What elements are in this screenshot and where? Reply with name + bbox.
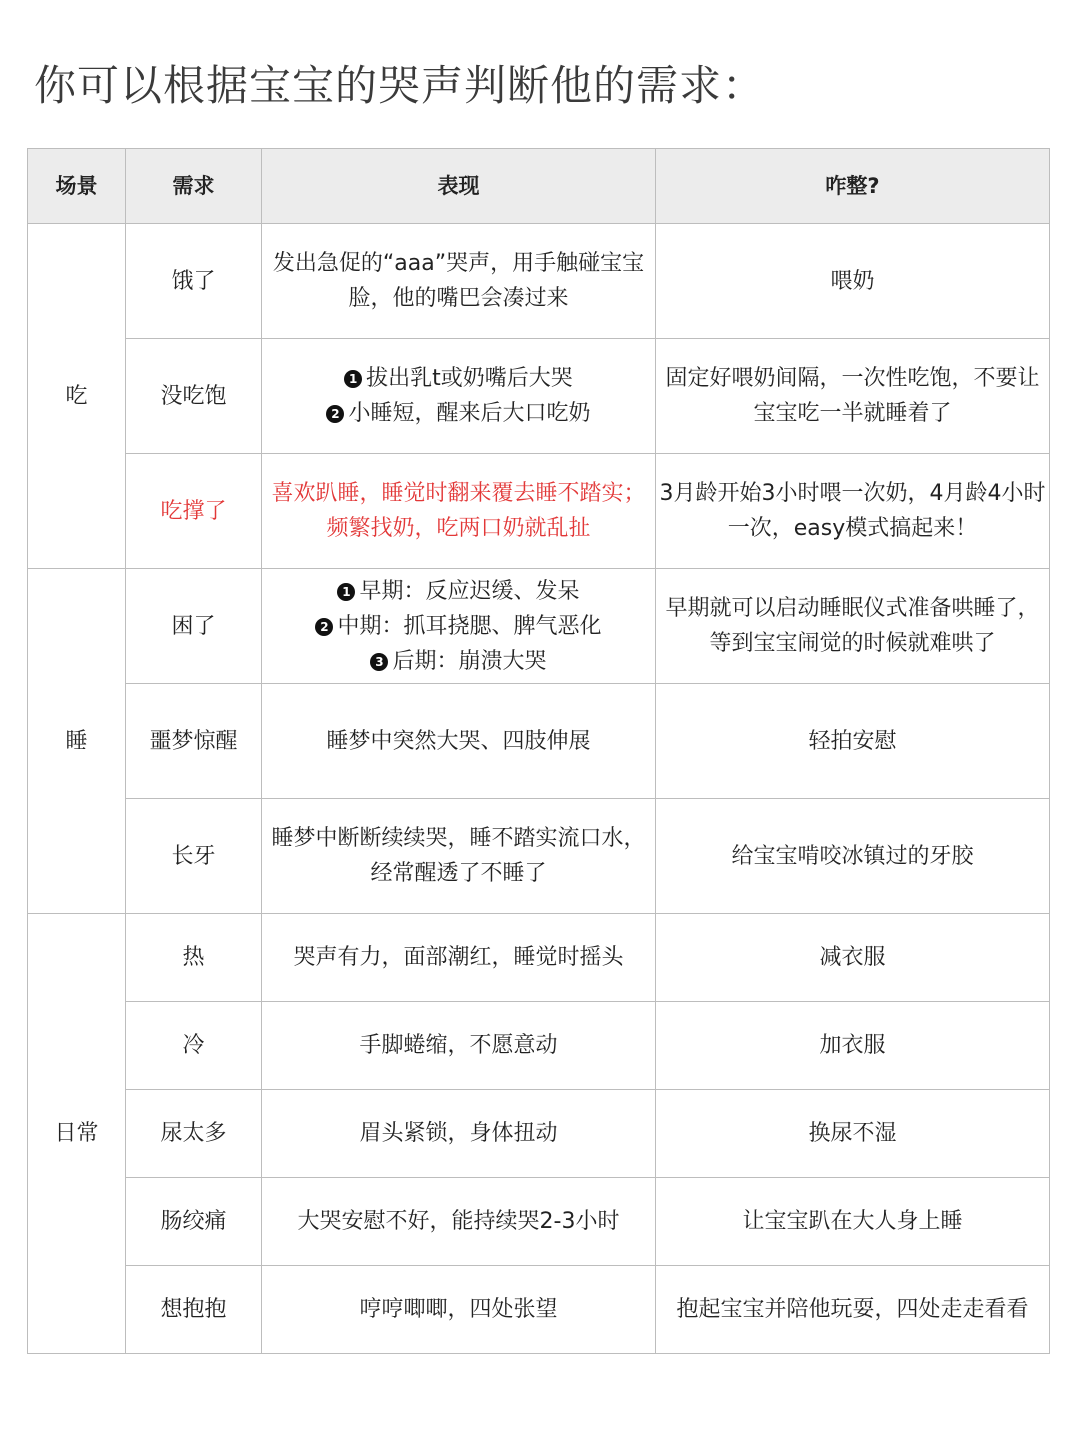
number-badge-icon: 2 bbox=[326, 405, 344, 423]
number-badge-icon: 3 bbox=[370, 653, 388, 671]
need-cell: 尿太多 bbox=[126, 1090, 262, 1178]
signs-text: 眉头紧锁，身体扭动 bbox=[359, 1121, 558, 1146]
action-cell: 固定好喂奶间隔，一次性吃饱，不要让宝宝吃一半就睡着了 bbox=[656, 339, 1050, 454]
action-cell: 加衣服 bbox=[656, 1002, 1050, 1090]
signs-line bbox=[265, 396, 652, 431]
need-cell: 想抱抱 bbox=[126, 1266, 262, 1354]
signs-text: 睡梦中突然大哭、四肢伸展 bbox=[326, 728, 591, 754]
signs-text: 哭声有力，面部潮红，睡觉时摇头 bbox=[293, 945, 624, 970]
signs-text: 喜欢趴睡，睡觉时翻来覆去睡不踏实；频繁找奶，吃两口奶就乱扯 bbox=[271, 481, 646, 541]
signs-cell bbox=[262, 799, 656, 914]
signs-text: 后期：崩溃大哭 bbox=[392, 648, 547, 674]
table-row bbox=[28, 1178, 1050, 1266]
table-row bbox=[28, 224, 1050, 339]
scene-cell-sleep: 睡 bbox=[28, 569, 126, 914]
table-row bbox=[28, 799, 1050, 914]
signs-cell bbox=[262, 1266, 656, 1354]
need-cell: 饿了 bbox=[126, 224, 262, 339]
header-action: 咋整? bbox=[656, 149, 1050, 224]
number-badge-icon: 1 bbox=[344, 370, 362, 388]
need-cell-highlight: 吃撑了 bbox=[126, 454, 262, 569]
action-cell: 早期就可以启动睡眠仪式准备哄睡了，等到宝宝闹觉的时候就难哄了 bbox=[656, 569, 1050, 684]
number-badge-icon: 2 bbox=[315, 618, 333, 636]
signs-text: 发出急促的“aaa”哭声，用手触碰宝宝脸，他的嘴巴会凑过来 bbox=[272, 251, 645, 311]
action-cell: 喂奶 bbox=[656, 224, 1050, 339]
signs-cell bbox=[262, 684, 656, 799]
needs-table bbox=[27, 148, 1050, 1354]
table-header-row bbox=[28, 149, 1050, 224]
need-cell: 没吃饱 bbox=[126, 339, 262, 454]
action-cell: 轻拍安慰 bbox=[656, 684, 1050, 799]
signs-line bbox=[265, 361, 652, 396]
table-row bbox=[28, 914, 1050, 1002]
header-signs: 表现 bbox=[262, 149, 656, 224]
table-row bbox=[28, 339, 1050, 454]
header-need: 需求 bbox=[126, 149, 262, 224]
signs-text: 中期：抓耳挠腮、脾气恶化 bbox=[337, 613, 602, 639]
signs-cell bbox=[262, 1178, 656, 1266]
action-cell: 给宝宝啃咬冰镇过的牙胶 bbox=[656, 799, 1050, 914]
header-scene: 场景 bbox=[28, 149, 126, 224]
table-row bbox=[28, 1090, 1050, 1178]
need-cell: 冷 bbox=[126, 1002, 262, 1090]
signs-text: 拔出乳t或奶嘴后大哭 bbox=[366, 366, 573, 391]
signs-line bbox=[265, 644, 652, 679]
table-row bbox=[28, 1266, 1050, 1354]
signs-cell bbox=[262, 914, 656, 1002]
action-cell: 3月龄开始3小时喂一次奶，4月龄4小时一次，easy模式搞起来！ bbox=[656, 454, 1050, 569]
action-cell: 让宝宝趴在大人身上睡 bbox=[656, 1178, 1050, 1266]
signs-text: 手脚蜷缩，不愿意动 bbox=[359, 1033, 558, 1058]
action-cell: 减衣服 bbox=[656, 914, 1050, 1002]
need-cell: 长牙 bbox=[126, 799, 262, 914]
signs-text: 大哭安慰不好，能持续哭2-3小时 bbox=[297, 1209, 620, 1234]
signs-cell bbox=[262, 339, 656, 454]
signs-line bbox=[265, 609, 652, 644]
signs-cell bbox=[262, 1002, 656, 1090]
page-title: 你可以根据宝宝的哭声判断他的需求： bbox=[34, 61, 766, 110]
action-cell: 抱起宝宝并陪他玩耍，四处走走看看 bbox=[656, 1266, 1050, 1354]
signs-cell-highlight bbox=[262, 454, 656, 569]
signs-text: 小睡短，醒来后大口吃奶 bbox=[348, 401, 591, 426]
signs-text: 早期：反应迟缓、发呆 bbox=[359, 578, 580, 604]
table-row bbox=[28, 1002, 1050, 1090]
table-row bbox=[28, 684, 1050, 799]
scene-cell-daily: 日常 bbox=[28, 914, 126, 1354]
signs-cell bbox=[262, 224, 656, 339]
table-row bbox=[28, 454, 1050, 569]
need-cell: 困了 bbox=[126, 569, 262, 684]
table-row bbox=[28, 569, 1050, 684]
scene-cell-eat: 吃 bbox=[28, 224, 126, 569]
need-cell: 肠绞痛 bbox=[126, 1178, 262, 1266]
signs-line bbox=[265, 574, 652, 609]
action-cell: 换尿不湿 bbox=[656, 1090, 1050, 1178]
signs-cell bbox=[262, 1090, 656, 1178]
number-badge-icon: 1 bbox=[337, 583, 355, 601]
signs-text: 哼哼唧唧，四处张望 bbox=[359, 1297, 558, 1322]
need-cell: 噩梦惊醒 bbox=[126, 684, 262, 799]
signs-text: 睡梦中断断续续哭，睡不踏实流口水，经常醒透了不睡了 bbox=[271, 826, 646, 886]
signs-cell bbox=[262, 569, 656, 684]
need-cell: 热 bbox=[126, 914, 262, 1002]
